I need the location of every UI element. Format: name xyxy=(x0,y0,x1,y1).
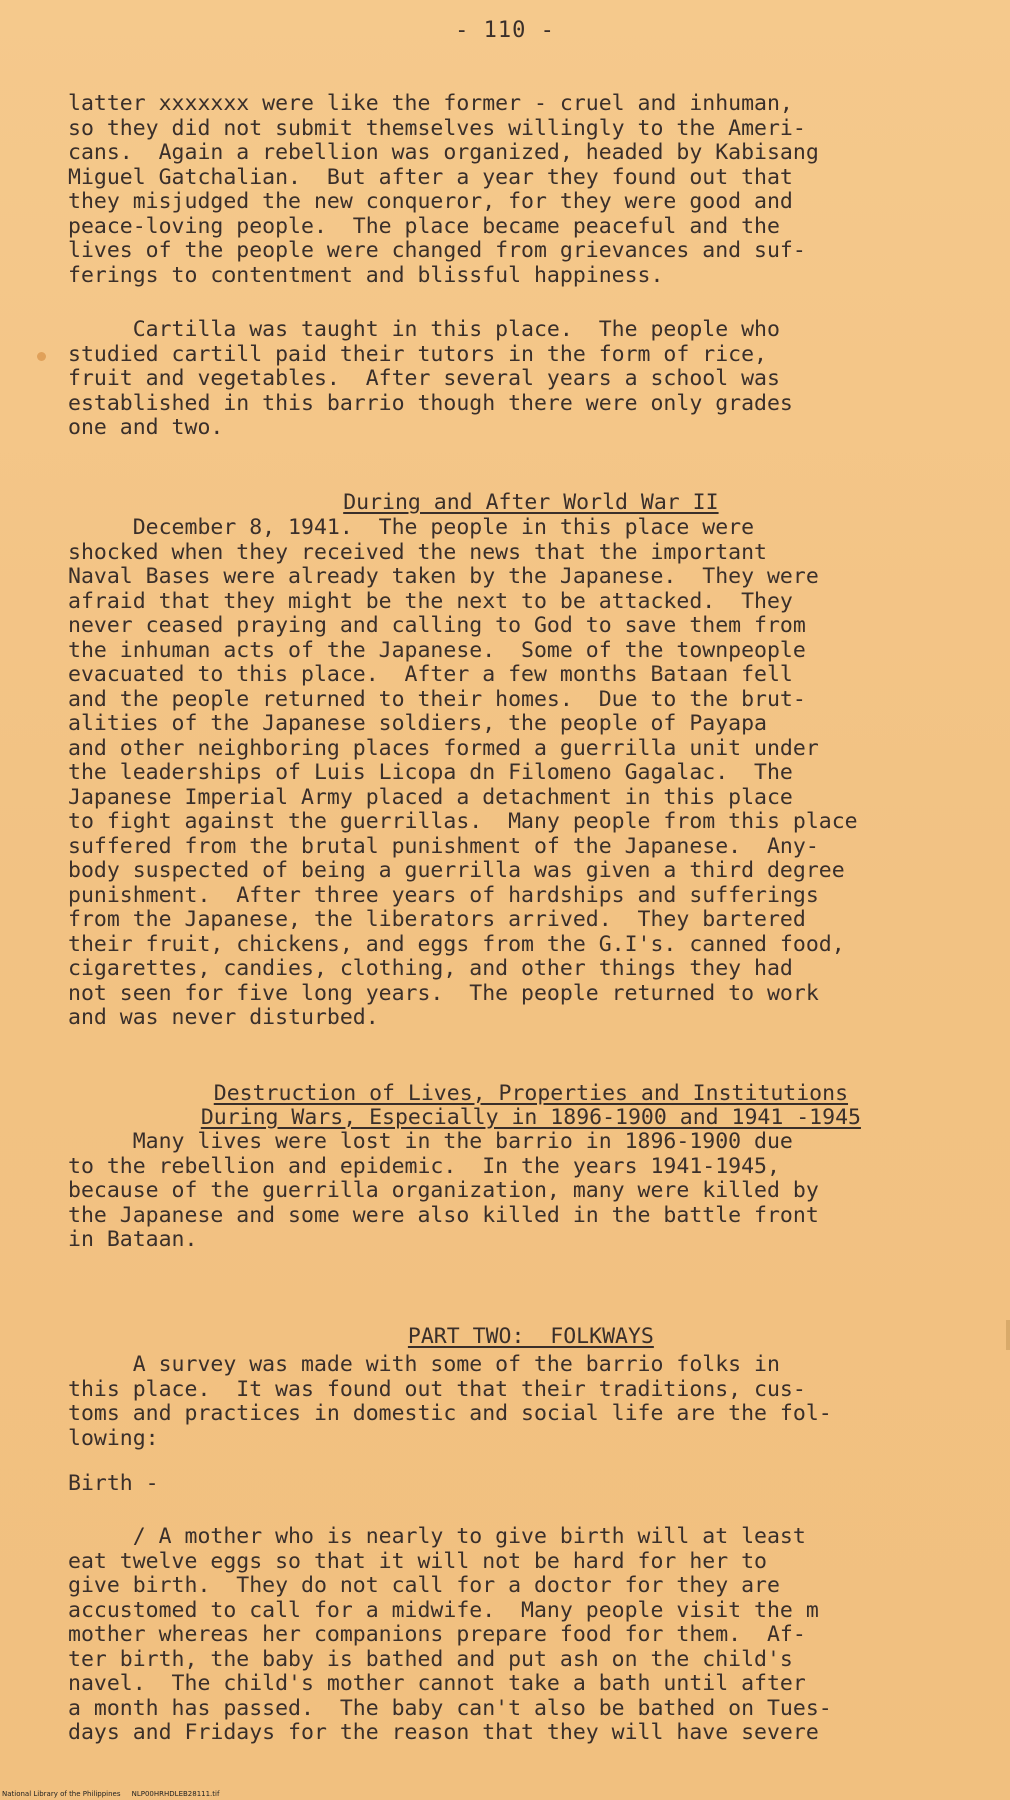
text-line: punishment. After three years of hardships and sufferings xyxy=(68,882,819,908)
text-line: so they did not submit themselves willingly to the Ameri- xyxy=(68,115,806,141)
paragraph-cartilla xyxy=(68,318,968,441)
text-line: mother whereas her companions prepare food for them. Af- xyxy=(68,1622,806,1647)
paragraph-lives-lost xyxy=(68,1130,968,1253)
text-line: days and Fridays for the reason that they will have severe xyxy=(68,1720,819,1745)
text-line: cans. Again a rebellion was organized, headed by Kabisang xyxy=(68,140,819,165)
text-line: from the Japanese, the liberators arrived. They bartered xyxy=(68,907,806,932)
text-line: Miguel Gatchalian. But after a year they found out that xyxy=(68,164,793,190)
text-line: to fight against the guerrillas. Many people from this place xyxy=(68,809,858,834)
paragraph-survey xyxy=(68,1353,968,1451)
text-line: and other neighboring places formed a guerrilla unit under xyxy=(68,735,819,761)
text-line: a month has passed. The baby can't also be bathed on Tues- xyxy=(68,1695,832,1721)
page-number: - 110 - xyxy=(455,18,555,43)
text-line: the inhuman acts of the Japanese. Some of the townpeople xyxy=(68,637,806,663)
text-line: give birth. They do not call for a doctor for they are xyxy=(68,1573,780,1598)
paper-spot xyxy=(37,352,46,361)
text-line: navel. The child's mother cannot take a bath until after xyxy=(68,1671,806,1696)
text-line: Japanese Imperial Army placed a detachment in this place xyxy=(68,784,793,810)
text-line: shocked when they received the news that the important xyxy=(68,539,767,565)
text-line: body suspected of being a guerrilla was given a third degree xyxy=(68,858,845,883)
text-line: their fruit, chickens, and eggs from the G.I's. canned food, xyxy=(68,931,845,957)
text-line: peace-loving people. The place became peaceful and the xyxy=(68,213,780,239)
text-line: ferings to contentment and blissful happiness. xyxy=(68,262,664,288)
heading-world-war-ii-text: During and After World War II xyxy=(343,489,719,515)
text-line: studied cartill paid their tutors in the form of rice, xyxy=(68,341,767,367)
text-line: eat twelve eggs so that it will not be hard for her to xyxy=(68,1548,767,1574)
text-line: fruit and vegetables. After several years a school was xyxy=(68,366,780,391)
text-line: suffered from the brutal punishment of the Japanese. Any- xyxy=(68,833,819,859)
paragraph-rebellion xyxy=(68,92,968,288)
text-line: lives of the people were changed from grievances and suf- xyxy=(68,238,806,263)
text-line: / A mother who is nearly to give birth will at least xyxy=(68,1524,806,1549)
text-line: December 8, 1941. The people in this place were xyxy=(68,515,755,540)
text-line: to the rebellion and epidemic. In the years 1941-1945, xyxy=(68,1153,780,1179)
paragraph-december-1941 xyxy=(68,516,968,1031)
text-line: one and two. xyxy=(68,415,224,440)
text-line: the leaderships of Luis Licopa dn Filomeno Gagalac. The xyxy=(68,760,793,785)
text-line: Naval Bases were already taken by the Japanese. They were xyxy=(68,564,819,589)
text-line: toms and practices in domestic and social life are the fol- xyxy=(68,1401,832,1426)
text-line: never ceased praying and calling to God to save them from xyxy=(68,613,806,638)
text-line: the Japanese and some were also killed in the battle front xyxy=(68,1202,819,1228)
heading-part-two-text: PART TWO: FOLKWAYS xyxy=(407,1323,654,1349)
text-line: Many lives were lost in the barrio in 1896-1900 due xyxy=(68,1129,793,1154)
text-line: and was never disturbed. xyxy=(68,1005,379,1030)
text-line: and the people returned to their homes. Due to the brut- xyxy=(68,686,806,712)
text-line: evacuated to this place. After a few months Bataan fell xyxy=(68,662,793,687)
text-line: ter birth, the baby is bathed and put ash on the child's xyxy=(68,1646,793,1672)
archive-footer: National Library of the Philippines NLP00HRHDLEB28111.tif xyxy=(2,1790,220,1798)
text-line: cigarettes, candies, clothing, and other things they had xyxy=(68,956,793,981)
text-line: A survey was made with some of the barrio folks in xyxy=(68,1352,780,1377)
text-line: this place. It was found out that their traditions, cus- xyxy=(68,1376,806,1402)
birth-label: Birth - xyxy=(68,1471,159,1496)
text-line: lowing: xyxy=(68,1425,159,1451)
paragraph-birth xyxy=(68,1525,968,1746)
text-line: afraid that they might be the next to be attacked. They xyxy=(68,588,793,614)
text-line: Cartilla was taught in this place. The people who xyxy=(68,317,780,342)
text-line: in Bataan. xyxy=(68,1227,198,1252)
text-line: latter xxxxxxx were like the former - cruel and inhuman, xyxy=(68,91,793,116)
text-line: because of the guerrilla organization, many were killed by xyxy=(68,1178,819,1203)
heading-destruction-text-2: During Wars, Especially in 1896-1900 and 1941 -1945 xyxy=(200,1104,861,1130)
text-line: not seen for five long years. The people returned to work xyxy=(68,980,819,1006)
text-line: established in this barrio though there were only grades xyxy=(68,390,793,416)
text-line: alities of the Japanese soldiers, the people of Payapa xyxy=(68,711,767,736)
heading-destruction-text-1: Destruction of Lives, Properties and Institutions xyxy=(213,1080,849,1106)
text-line: they misjudged the new conqueror, for they were good and xyxy=(68,189,793,214)
text-line: accustomed to call for a midwife. Many people visit the m xyxy=(68,1597,819,1623)
